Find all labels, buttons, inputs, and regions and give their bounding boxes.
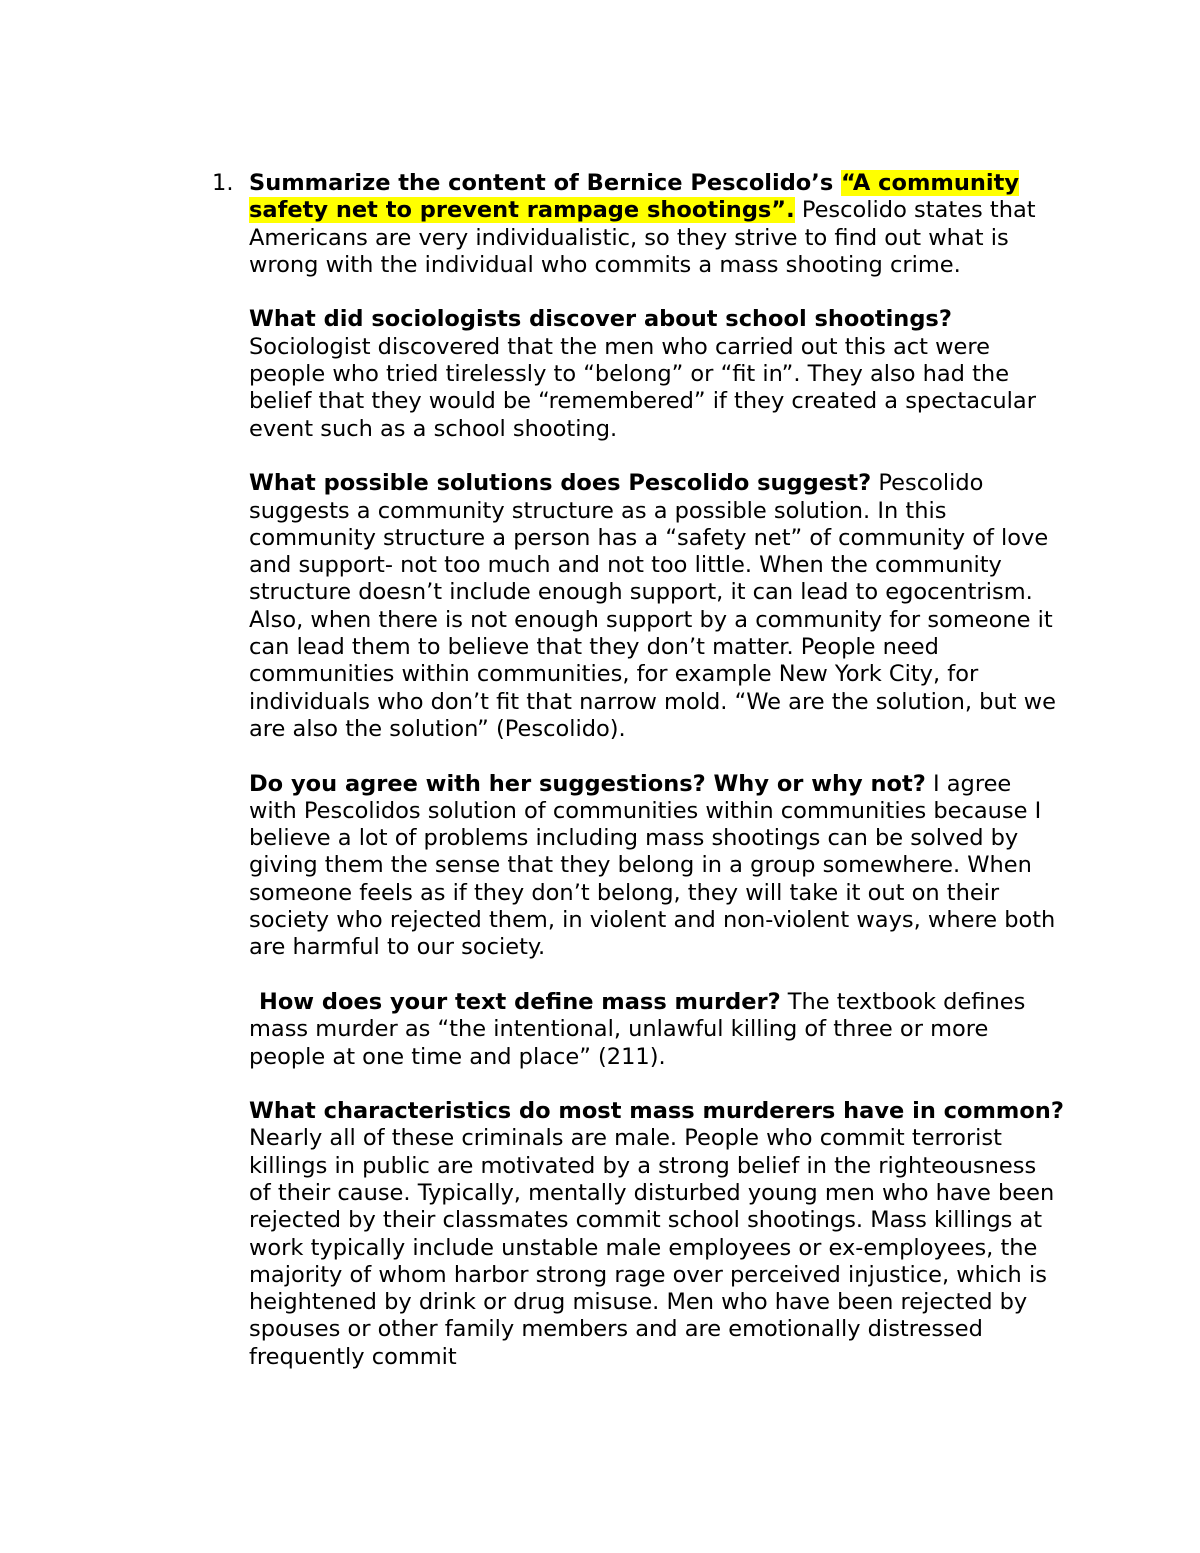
question-block-solutions	[249, 470, 1064, 743]
question-text-sociologists: What did sociologists discover about school shootings?	[249, 306, 952, 333]
answer-text-summary: Pescolido states that Americans are very individualistic, so they strive to find out what is wrong with the individual who commits a mass shooting crime.	[249, 197, 1036, 278]
highlighted-article-title: “A community safety net to prevent rampage shootings”	[249, 170, 1020, 224]
question-block-characteristics	[249, 1098, 1064, 1371]
question-text-summary: Summarize the content of Bernice Pescolido’s	[249, 170, 842, 196]
answer-text-characteristics: Nearly all of these criminals are male. People who commit terrorist killings in public are motivated by a strong belief in the righteousness of their cause. Typically, mentally disturbed young men who have been rejected by their classmates commit school shootings. Mass killings at work typically include unstable male employees or ex-employees, the majority of whom harbor strong rage over perceived injustice, which is heightened by drink or drug misuse. Men who have been rejected by spouses or other family members and are emotionally distressed frequently commit	[249, 1125, 1055, 1370]
highlighted-period: .	[786, 197, 795, 224]
list-number: 1.	[212, 170, 234, 196]
question-block-summary	[249, 170, 1064, 279]
question-block-mass-murder-definition	[249, 989, 1064, 1071]
question-block-sociologists	[249, 306, 1064, 442]
question-text-mass-murder-definition: How does your text define mass murder?	[259, 988, 781, 1015]
document-body	[249, 170, 1064, 1398]
question-text-solutions: What possible solutions does Pescolido suggest?	[249, 470, 872, 497]
answer-text-agree: I agree with Pescolidos solution of communities within communities because I believe a lot of problems including mass shootings can be solved by giving them the sense that they belong in a group somewhere. When someone feels as if they don’t belong, they will take it out on their society who rejected them, in violent and non-violent ways, where both are harmful to our society.	[249, 770, 1056, 961]
question-text-agree: Do you agree with her suggestions? Why or why not?	[249, 770, 926, 797]
answer-text-mass-murder-definition: The textbook defines mass murder as “the intentional, unlawful killing of three or more people at one time and place” (211).	[249, 988, 1026, 1070]
answer-text-solutions: Pescolido suggests a community structure as a possible solution. In this community structure a person has a “safety net” of community of love and support- not too much and not too little. When the community structure doesn’t include enough support, it can lead to egocentrism. Also, when there is not enough support by a community for someone it can lead them to believe that they don’t matter. People need communities within communities, for example New York City, for individuals who don’t fit that narrow mold. “We are the solution, but we are also the solution” (Pescolido).	[249, 470, 1056, 742]
question-text-characteristics: What characteristics do most mass murderers have in common?	[249, 1098, 1064, 1125]
question-block-agree	[249, 771, 1064, 962]
answer-text-sociologists: Sociologist discovered that the men who carried out this act were people who tried tirelessly to “belong” or “fit in”. They also had the belief that they would be “remembered” if they created a spectacular event such as a school shooting.	[249, 333, 1036, 442]
